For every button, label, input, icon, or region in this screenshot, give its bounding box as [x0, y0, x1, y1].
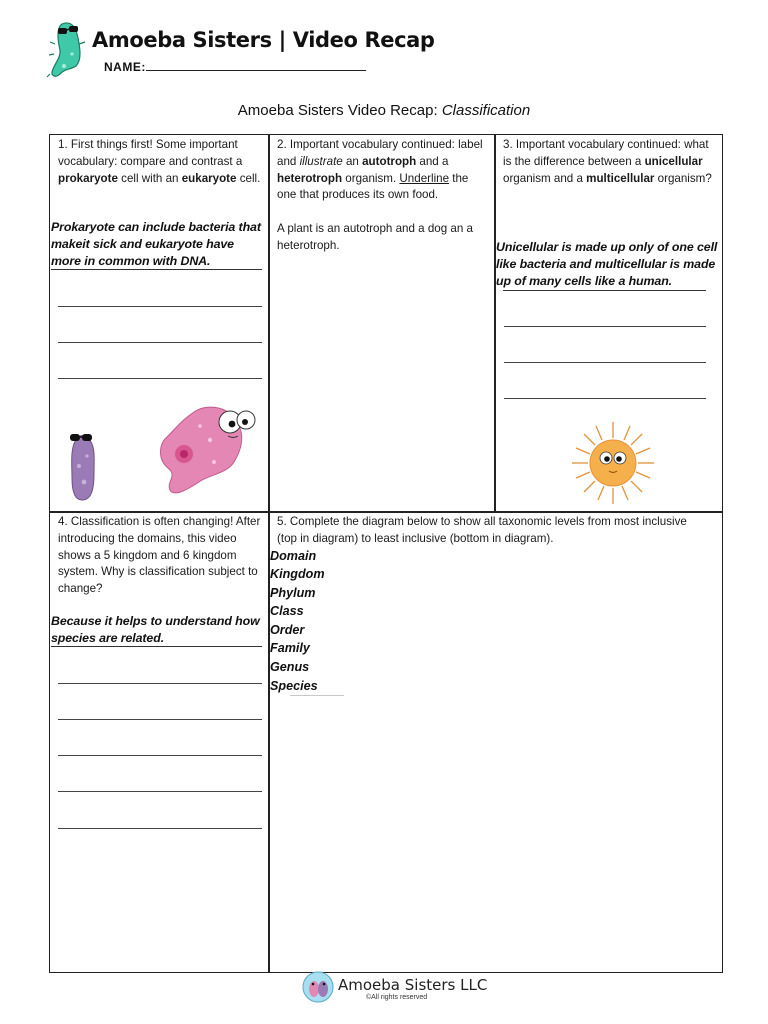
prompt-text: 1. First things first! Some important vocabulary: compare and contrast a	[58, 138, 243, 168]
page-title	[0, 102, 768, 119]
writing-line[interactable]	[504, 326, 706, 327]
footer-copyright: ©All rights reserved	[366, 994, 428, 1001]
question-4-prompt: 4. Classification is often changing! After introducing the domains, this video shows a 5 kingdom and 6 kingdom system. Why is classification subject to change?	[58, 515, 261, 596]
amoeba-sisters-llc-logo-icon	[302, 970, 334, 1004]
question-5-box	[268, 511, 723, 973]
writing-line[interactable]	[58, 755, 262, 756]
taxonomic-level-species[interactable]: Species	[270, 679, 318, 693]
taxonomic-level-domain[interactable]: Domain	[270, 549, 317, 563]
writing-line[interactable]	[58, 791, 262, 792]
question-1-answer[interactable]: Prokaryote can include bacteria that makeit sick and eukaryote have more in common with DNA.	[51, 220, 261, 268]
term-underline: Underline	[399, 171, 450, 185]
page-title-topic: Classification	[441, 102, 531, 119]
term-illustrate: illustrate	[299, 154, 343, 168]
bacterium-character-icon	[62, 426, 106, 504]
answer-underline	[51, 646, 262, 647]
prompt-text: organism.	[342, 171, 400, 185]
prompt-text: an	[342, 154, 363, 168]
prompt-text: and a	[416, 154, 449, 168]
taxonomic-level-kingdom[interactable]: Kingdom	[270, 567, 325, 581]
faint-diagram-line	[290, 695, 344, 696]
term-prokaryote: prokaryote	[58, 171, 118, 185]
question-2-answer[interactable]: A plant is an autotroph and a dog an a heterotroph.	[277, 222, 473, 252]
taxonomic-level-class[interactable]: Class	[270, 604, 304, 618]
amoeba-character-icon	[154, 400, 258, 500]
taxonomic-level-genus[interactable]: Genus	[270, 660, 310, 674]
question-2-prompt	[277, 137, 489, 204]
prompt-text: 3. Important vocabulary continued: what is the difference between a	[503, 138, 709, 168]
name-input-line[interactable]	[146, 70, 366, 71]
writing-line[interactable]	[58, 683, 262, 684]
term-heterotroph: heterotroph	[277, 171, 343, 185]
writing-line[interactable]	[58, 828, 262, 829]
taxonomic-level-phylum[interactable]: Phylum	[270, 586, 316, 600]
writing-line[interactable]	[58, 719, 262, 720]
writing-line[interactable]	[58, 306, 262, 307]
writing-line[interactable]	[504, 362, 706, 363]
page-title-main: Amoeba Sisters Video Recap:	[237, 102, 442, 119]
question-3-answer[interactable]: Unicellular is made up only of one cell like bacteria and multicellular is made up of many cells like a human.	[496, 240, 718, 288]
writing-line[interactable]	[58, 378, 262, 379]
writing-line[interactable]	[58, 342, 262, 343]
prompt-text: 2. Important vocabulary continued: label and	[277, 138, 483, 168]
prompt-text: organism?	[654, 171, 712, 185]
question-4-answer[interactable]: Because it helps to understand how species are related.	[51, 614, 260, 645]
name-label: NAME:	[104, 60, 146, 74]
taxonomic-level-order[interactable]: Order	[270, 623, 305, 637]
term-unicellular: unicellular	[644, 154, 703, 168]
amoeba-sisters-logo-icon	[46, 14, 92, 80]
question-3-prompt	[503, 137, 715, 187]
brand-title: Amoeba Sisters | Video Recap	[92, 28, 435, 52]
question-1-prompt	[58, 137, 264, 187]
prompt-text: organism and a	[503, 171, 587, 185]
term-eukaryote: eukaryote	[181, 171, 237, 185]
prompt-text: cell.	[236, 171, 261, 185]
prompt-text: the one that produces its own food.	[277, 171, 469, 202]
term-multicellular: multicellular	[586, 171, 655, 185]
taxonomic-level-family[interactable]: Family	[270, 641, 310, 655]
question-5-prompt: 5. Complete the diagram below to show all taxonomic levels from most inclusive (top in diagram) to least inclusive (bottom in diagram).	[277, 515, 687, 545]
prompt-text: cell with an	[117, 171, 182, 185]
spiky-cell-character-icon	[568, 418, 658, 508]
answer-underline	[51, 269, 262, 270]
writing-line[interactable]	[504, 398, 706, 399]
term-autotroph: autotroph	[362, 154, 417, 168]
footer-brand: Amoeba Sisters LLC	[338, 976, 488, 994]
answer-underline	[503, 290, 706, 291]
